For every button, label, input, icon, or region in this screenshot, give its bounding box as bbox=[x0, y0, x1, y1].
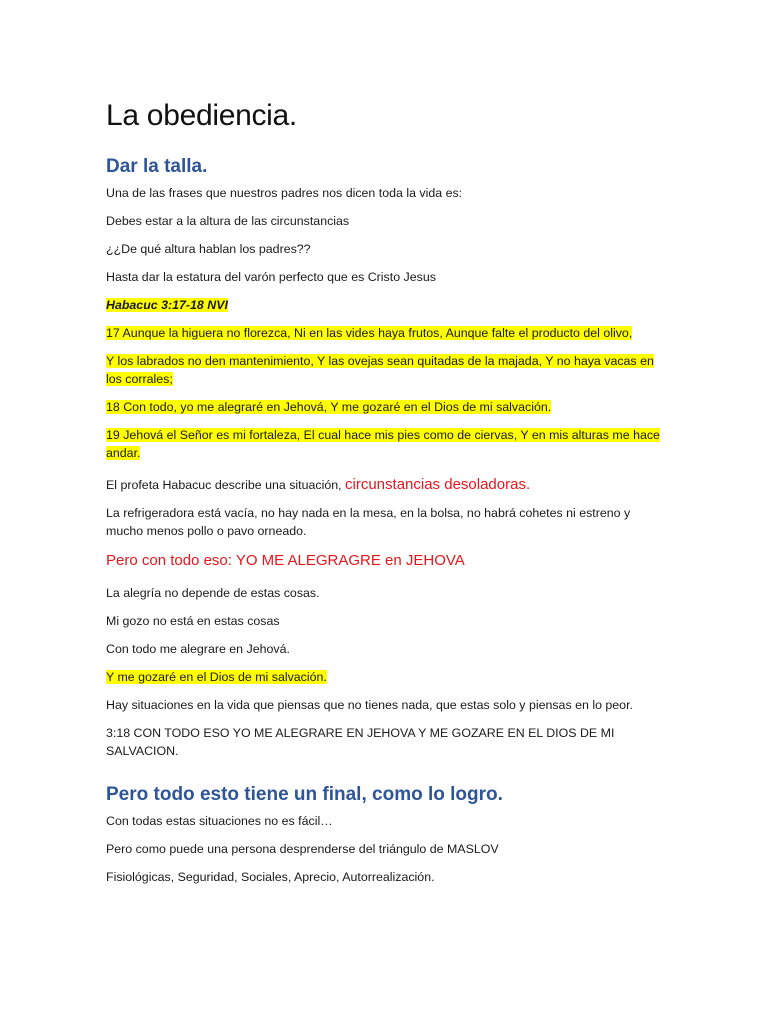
paragraph: Hay situaciones en la vida que piensas que no tienes nada, que estas solo y piensas en lo peor. bbox=[106, 698, 633, 712]
paragraph: Una de las frases que nuestros padres nos dicen toda la vida es: bbox=[106, 186, 463, 200]
verse-text: 17 Aunque la higuera no florezca, Ni en las vides haya frutos, Aunque falte el producto del olivo, bbox=[106, 326, 633, 340]
document-page bbox=[106, 96, 666, 896]
paragraph: Mi gozo no está en estas cosas bbox=[106, 614, 280, 628]
verse bbox=[106, 426, 666, 462]
paragraph: 3:18 CON TODO ESO YO ME ALEGRARE EN JEHOVA Y ME GOZARE EN EL DIOS DE MI SALVACION. bbox=[106, 726, 615, 758]
paragraph: Con todas estas situaciones no es fácil… bbox=[106, 814, 333, 828]
paragraph: Hasta dar la estatura del varón perfecto que es Cristo Jesus bbox=[106, 270, 436, 284]
document-title: La obediencia. bbox=[106, 99, 297, 132]
prophet-red-text: circunstancias desoladoras. bbox=[345, 476, 531, 493]
paragraph: Debes estar a la altura de las circunstancias bbox=[106, 214, 350, 228]
verse-text: 19 Jehová el Señor es mi fortaleza, El cual hace mis pies como de ciervas, Y en mis alturas me hace andar. bbox=[106, 428, 660, 460]
verse-reference-text: Habacuc 3:17-18 NVI bbox=[106, 298, 228, 312]
verse bbox=[106, 398, 666, 416]
highlighted-paragraph bbox=[106, 668, 666, 686]
verse bbox=[106, 324, 666, 342]
red-statement: Pero con todo eso: YO ME ALEGRAGRE en JEHOVA bbox=[106, 552, 465, 569]
paragraph: Pero como puede una persona desprenderse del triángulo de MASLOV bbox=[106, 842, 499, 856]
verse-reference bbox=[106, 296, 666, 314]
prophet-paragraph bbox=[106, 476, 666, 494]
paragraph: ¿¿De qué altura hablan los padres?? bbox=[106, 242, 311, 256]
paragraph: La alegría no depende de estas cosas. bbox=[106, 586, 320, 600]
section-heading-dar-la-talla: Dar la talla. bbox=[106, 156, 208, 177]
paragraph: La refrigeradora está vacía, no hay nada en la mesa, en la bolsa, no habrá cohetes ni estreno y mucho menos pollo o pavo orneado. bbox=[106, 506, 631, 538]
verse-text: Y los labrados no den mantenimiento, Y las ovejas sean quitadas de la majada, Y no haya vacas en los corrales; bbox=[106, 354, 654, 386]
highlighted-text: Y me gozaré en el Dios de mi salvación. bbox=[106, 670, 327, 684]
section-heading-final: Pero todo esto tiene un final, como lo logro. bbox=[106, 784, 503, 805]
verse bbox=[106, 352, 666, 388]
verse-text: 18 Con todo, yo me alegraré en Jehová, Y me gozaré en el Dios de mi salvación. bbox=[106, 400, 552, 414]
prophet-text: El profeta Habacuc describe una situación, bbox=[106, 478, 346, 492]
paragraph: Con todo me alegrare en Jehová. bbox=[106, 642, 290, 656]
paragraph: Fisiológicas, Seguridad, Sociales, Aprecio, Autorrealización. bbox=[106, 870, 435, 884]
